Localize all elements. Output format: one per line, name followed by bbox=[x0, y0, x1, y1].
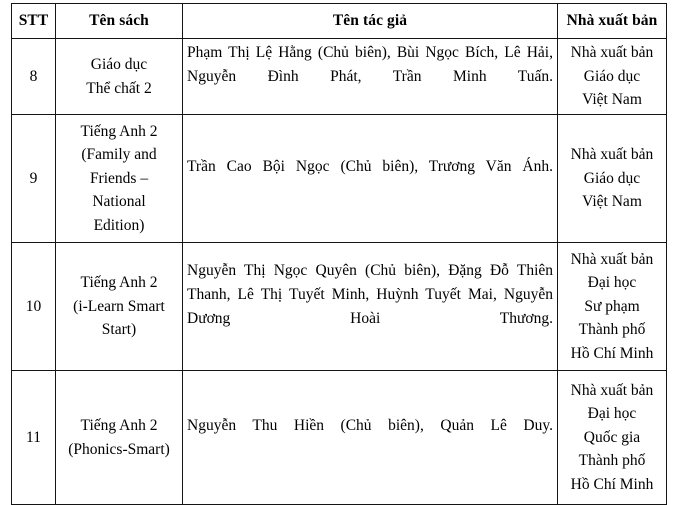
publisher-line: Việt Nam bbox=[582, 193, 642, 211]
cell-author bbox=[183, 39, 558, 115]
publisher-line: Đại học bbox=[587, 274, 637, 292]
publisher-line: Quốc gia bbox=[583, 428, 641, 446]
title-line: Edition) bbox=[93, 216, 145, 234]
cell-publisher bbox=[558, 115, 667, 243]
publisher-line: Nhà xuất bản bbox=[570, 381, 654, 399]
table-row bbox=[12, 39, 667, 115]
cell-stt: 9 bbox=[12, 115, 56, 243]
cell-stt: 10 bbox=[12, 243, 56, 371]
title-line: Tiếng Anh 2 bbox=[80, 122, 158, 140]
textbook-list-table bbox=[11, 3, 667, 505]
publisher-line: Thành phố bbox=[578, 321, 646, 339]
title-line: National bbox=[92, 193, 146, 211]
publisher-line: Nhà xuất bản bbox=[570, 250, 654, 268]
table-header bbox=[12, 4, 667, 39]
title-line: Tiếng Anh 2 bbox=[80, 274, 158, 292]
title-line: Thể chất 2 bbox=[86, 79, 152, 97]
cell-title bbox=[56, 115, 183, 243]
publisher-line: Nhà xuất bản bbox=[570, 44, 654, 62]
table-row bbox=[12, 243, 667, 371]
title-line: (i-Learn Smart bbox=[73, 297, 165, 315]
publisher-line: Việt Nam bbox=[582, 91, 642, 109]
title-line: Start) bbox=[101, 321, 137, 339]
author-text: Nguyễn Thu Hiền (Chủ biên), Quản Lê Duy. bbox=[187, 416, 553, 434]
publisher-line: Thành phố bbox=[578, 452, 646, 470]
column-header-publisher: Nhà xuất bản bbox=[558, 4, 667, 39]
publisher-line: Sư phạm bbox=[584, 297, 640, 315]
publisher-line: Giáo dục bbox=[583, 169, 641, 187]
table-header-row bbox=[12, 4, 667, 39]
publisher-line: Hồ Chí Minh bbox=[570, 475, 654, 493]
cell-author bbox=[183, 243, 558, 371]
table-row bbox=[12, 115, 667, 243]
cell-author bbox=[183, 115, 558, 243]
table-row bbox=[12, 371, 667, 505]
publisher-line: Nhà xuất bản bbox=[570, 146, 654, 164]
title-line: Friends – bbox=[89, 169, 149, 187]
table-body bbox=[12, 39, 667, 505]
cell-stt: 8 bbox=[12, 39, 56, 115]
title-line: (Phonics-Smart) bbox=[68, 440, 170, 458]
cell-publisher bbox=[558, 243, 667, 371]
cell-publisher bbox=[558, 371, 667, 505]
cell-title bbox=[56, 243, 183, 371]
cell-publisher bbox=[558, 39, 667, 115]
author-text: Phạm Thị Lệ Hằng (Chủ biên), Bùi Ngọc Bích, Lê Hải, Nguyễn Đình Phát, Trần Minh Tuấn. bbox=[187, 44, 553, 85]
title-line: Tiếng Anh 2 bbox=[80, 416, 158, 434]
author-text: Nguyễn Thị Ngọc Quyên (Chủ biên), Đặng Đỗ Thiên Thanh, Lê Thị Tuyết Minh, Huỳnh Tuyết Mai, Nguyễn Dương Hoài Thương. bbox=[187, 262, 553, 327]
cell-title bbox=[56, 39, 183, 115]
cell-title bbox=[56, 371, 183, 505]
column-header-stt: STT bbox=[12, 4, 56, 39]
cell-author bbox=[183, 371, 558, 505]
title-line: (Family and bbox=[81, 146, 157, 164]
column-header-author: Tên tác giả bbox=[183, 4, 558, 39]
cell-stt: 11 bbox=[12, 371, 56, 505]
author-text: Trần Cao Bội Ngọc (Chủ biên), Trương Văn Ánh. bbox=[187, 157, 553, 175]
title-line: Giáo dục bbox=[90, 55, 148, 73]
publisher-line: Đại học bbox=[587, 405, 637, 423]
column-header-title: Tên sách bbox=[56, 4, 183, 39]
publisher-line: Giáo dục bbox=[583, 67, 641, 85]
publisher-line: Hồ Chí Minh bbox=[570, 344, 654, 362]
